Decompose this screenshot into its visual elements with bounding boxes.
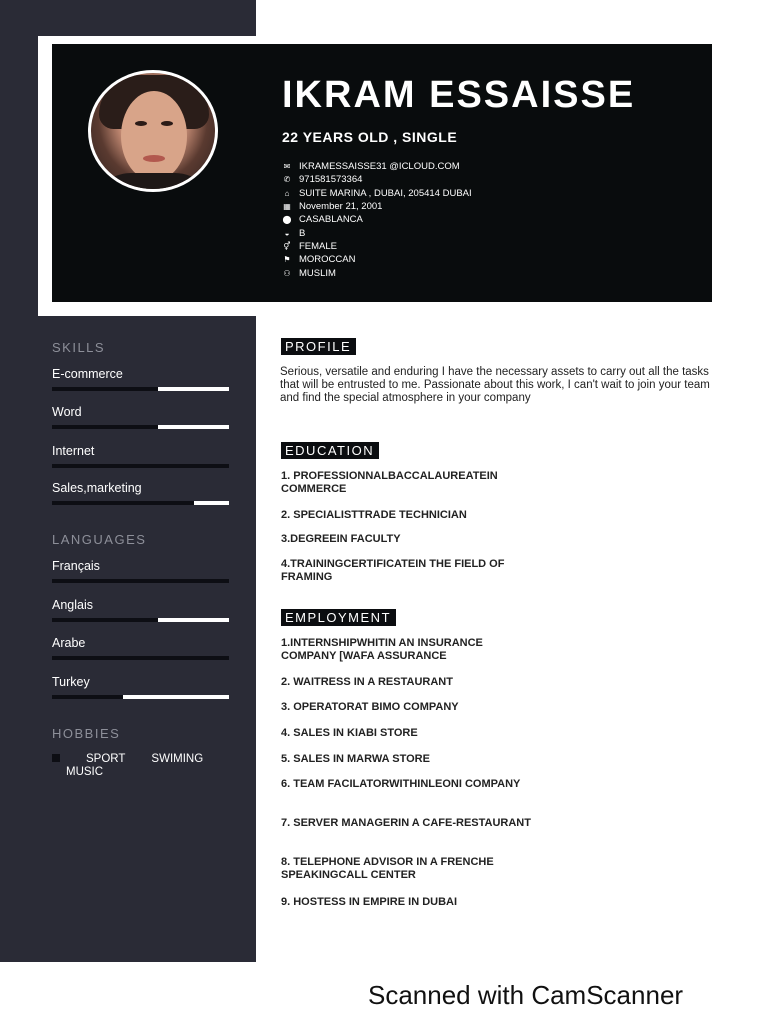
contact-birthdate: ▦ November 21, 2001 (281, 200, 472, 213)
language-bar (52, 579, 229, 583)
employment-item: 6. TEAM FACILATORWITHINLEONI COMPANY (281, 778, 521, 790)
hobbies-list (52, 753, 242, 778)
employment-heading: EMPLOYMENT (281, 609, 396, 626)
hobby-item: MUSIC (66, 766, 104, 778)
skill-bar (52, 425, 229, 429)
contact-list (281, 160, 472, 280)
skill-item: Sales,marketing (52, 481, 229, 505)
contact-gender: ⚥ FEMALE (281, 240, 472, 253)
language-item: Turkey (52, 675, 229, 699)
skill-item: Word (52, 405, 229, 429)
language-item: Anglais (52, 598, 229, 622)
employment-item: 8. TELEPHONE ADVISOR IN A FRENCHE SPEAKINGCALL CENTER (281, 856, 494, 881)
employment-item: 9. HOSTESS IN EMPIRE IN DUBAI (281, 896, 458, 908)
home-icon: ⌂ (284, 188, 290, 198)
education-item: 4.TRAININGCERTIFICATEIN THE FIELD OF FRAMING (281, 558, 505, 583)
employment-item: 4. SALES IN KIABI STORE (281, 727, 418, 739)
hobby-item: SPORT (86, 753, 126, 765)
people-icon: ⚇ (283, 268, 291, 278)
language-bar (52, 618, 229, 622)
location-pin-icon: ⬤ (282, 215, 292, 225)
bullet-square-icon (52, 754, 60, 762)
skill-bar (52, 464, 229, 468)
skill-bar (52, 501, 229, 505)
language-bar (52, 656, 229, 660)
contact-email: ✉ IKRAMESSAISSE31 @ICLOUD.COM (281, 160, 472, 173)
profile-heading: PROFILE (281, 338, 356, 355)
calendar-icon: ▦ (283, 202, 291, 212)
contact-birthplace: ⬤ CASABLANCA (282, 214, 363, 226)
education-item: 3.DEGREEIN FACULTY (281, 533, 401, 545)
employment-item: 1.INTERNSHIPWHITIN AN INSURANCE COMPANY [WAFA ASSURANCE (281, 637, 483, 662)
education-item: 1. PROFESSIONNALBACCALAUREATEIN COMMERCE (281, 470, 498, 495)
scanner-watermark: Scanned with CamScanner (368, 980, 684, 1010)
candidate-name: IKRAM ESSAISSE (282, 74, 636, 116)
phone-icon: ✆ (283, 175, 291, 185)
contact-address: ⌂ SUITE MARINA , DUBAI, 205414 DUBAI (281, 187, 472, 200)
hobbies-heading: HOBBIES (52, 726, 121, 741)
gender-icon: ⚥ (283, 241, 291, 251)
contact-nationality: ⚑ MOROCCAN (281, 253, 472, 266)
hobby-item: SWIMING (151, 753, 204, 765)
flag-icon: ⚑ (283, 255, 291, 265)
skills-heading: SKILLS (52, 340, 106, 355)
languages-heading: LANGUAGES (52, 532, 147, 547)
education-item: 2. SPECIALISTTRADE TECHNICIAN (281, 509, 467, 521)
profile-text: Serious, versatile and enduring I have the necessary assets to carry out all the tasks that will be entrusted to me. Passionate about this work, I can't wait to join your team and find the special atmosphere in your company (280, 366, 710, 404)
envelope-icon: ✉ (283, 162, 291, 172)
employment-item: 2. WAITRESS IN A RESTAURANT (281, 676, 453, 688)
employment-item: 5. SALES IN MARWA STORE (281, 753, 430, 765)
skill-item: Internet (52, 444, 229, 468)
language-item: Français (52, 559, 229, 583)
profile-photo (88, 70, 218, 192)
employment-item: 3. OPERATORAT BIMO COMPANY (281, 701, 459, 713)
contact-license: ◒ B (281, 226, 472, 239)
age-status: 22 YEARS OLD , SINGLE (282, 129, 458, 145)
employment-item: 7. SERVER MANAGERIN A CAFE-RESTAURANT (281, 817, 531, 829)
language-bar (52, 695, 229, 699)
language-item: Arabe (52, 636, 229, 660)
skill-item: E-commerce (52, 367, 229, 391)
contact-religion: ⚇ MUSLIM (281, 266, 472, 279)
education-heading: EDUCATION (281, 442, 379, 459)
car-icon: ◒ (284, 228, 290, 238)
skill-bar (52, 387, 229, 391)
contact-phone: ✆ 971581573364 (281, 173, 472, 186)
